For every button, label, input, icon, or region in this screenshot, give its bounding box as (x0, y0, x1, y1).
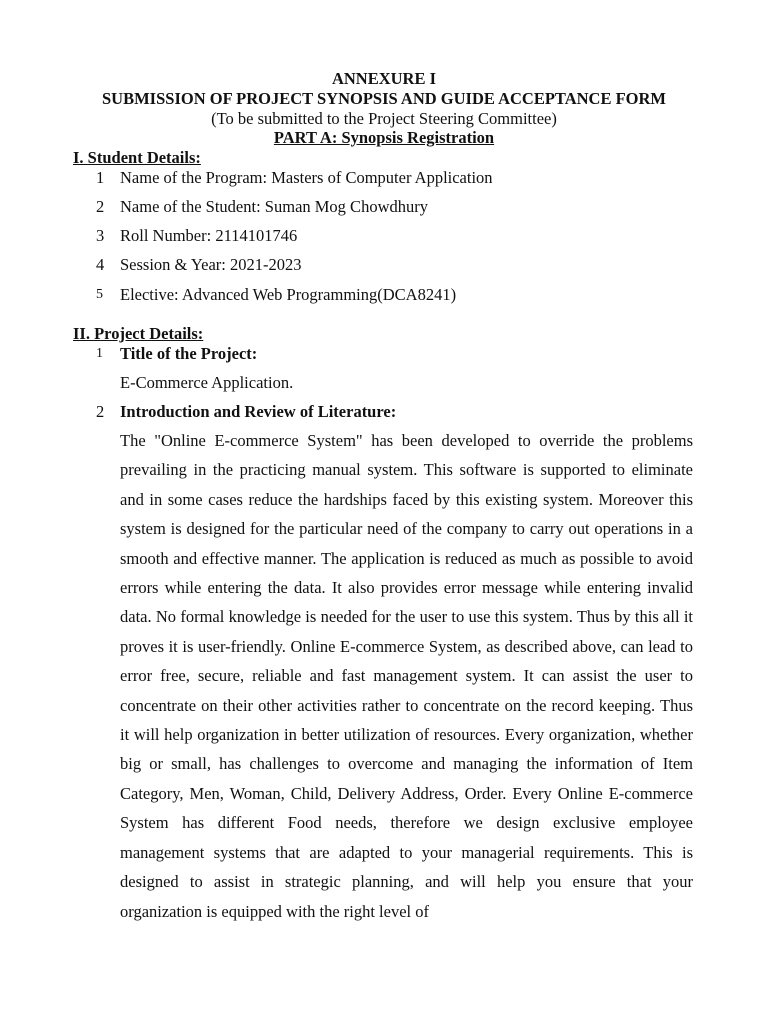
elective: Elective: Advanced Web Programming(DCA8241) (120, 285, 457, 304)
introduction-paragraph: The "Online E-commerce System" has been developed to override the problems prevailing in the practicing manual system. This software is supported to eliminate and in some cases reduce the hardships faced by this existing system. Moreover this system is designed for the particular need of the company to carry out operations in a smooth and effective manner. The application is reduced as much as possible to avoid errors while entering the data. It also provides error message while entering invalid data. No formal knowledge is needed for the user to use this system. Thus by this all it proves it is user-friendly. Online E-commerce System, as described above, can lead to error free, secure, reliable and fast management system. It can assist the user to concentrate on their other activities rather to concentrate on the record keeping. Thus it will help organization in better utilization of resources. Every organization, whether big or small, has challenges to overcome and managing the information of Item Category, Men, Woman, Child, Delivery Address, Order. Every Online E-commerce System has different Food needs, therefore we design exclusive employee management systems that are adapted to your managerial requirements. This is designed to assist in strategic planning, and will help you ensure that your organization is equipped with the right level of (120, 431, 693, 921)
program-name: Name of the Program: Masters of Computer Application (120, 168, 493, 187)
introduction-label: Introduction and Review of Literature: (120, 402, 397, 421)
student-details-heading: I. Student Details: (73, 148, 201, 167)
session-year: Session & Year: 2021-2023 (120, 255, 302, 274)
form-title: SUBMISSION OF PROJECT SYNOPSIS AND GUIDE ACCEPTANCE FORM (102, 89, 666, 108)
item-number: 3 (96, 226, 105, 245)
item-number: 4 (96, 255, 105, 274)
item-number: 1 (96, 346, 103, 361)
item-number: 5 (96, 287, 103, 302)
project-title-value: E-Commerce Application. (120, 373, 294, 392)
form-subtitle: (To be submitted to the Project Steering Committee) (211, 109, 557, 128)
student-name: Name of the Student: Suman Mog Chowdhury (120, 197, 428, 216)
roll-number: Roll Number: 2114101746 (120, 226, 298, 245)
item-number: 2 (96, 402, 105, 421)
item-number: 2 (96, 197, 105, 216)
project-details-heading: II. Project Details: (73, 324, 204, 343)
part-heading: PART A: Synopsis Registration (273, 128, 495, 147)
annexure-title: ANNEXURE I (331, 69, 437, 88)
item-number: 1 (96, 168, 105, 187)
project-title-label: Title of the Project: (120, 344, 258, 363)
